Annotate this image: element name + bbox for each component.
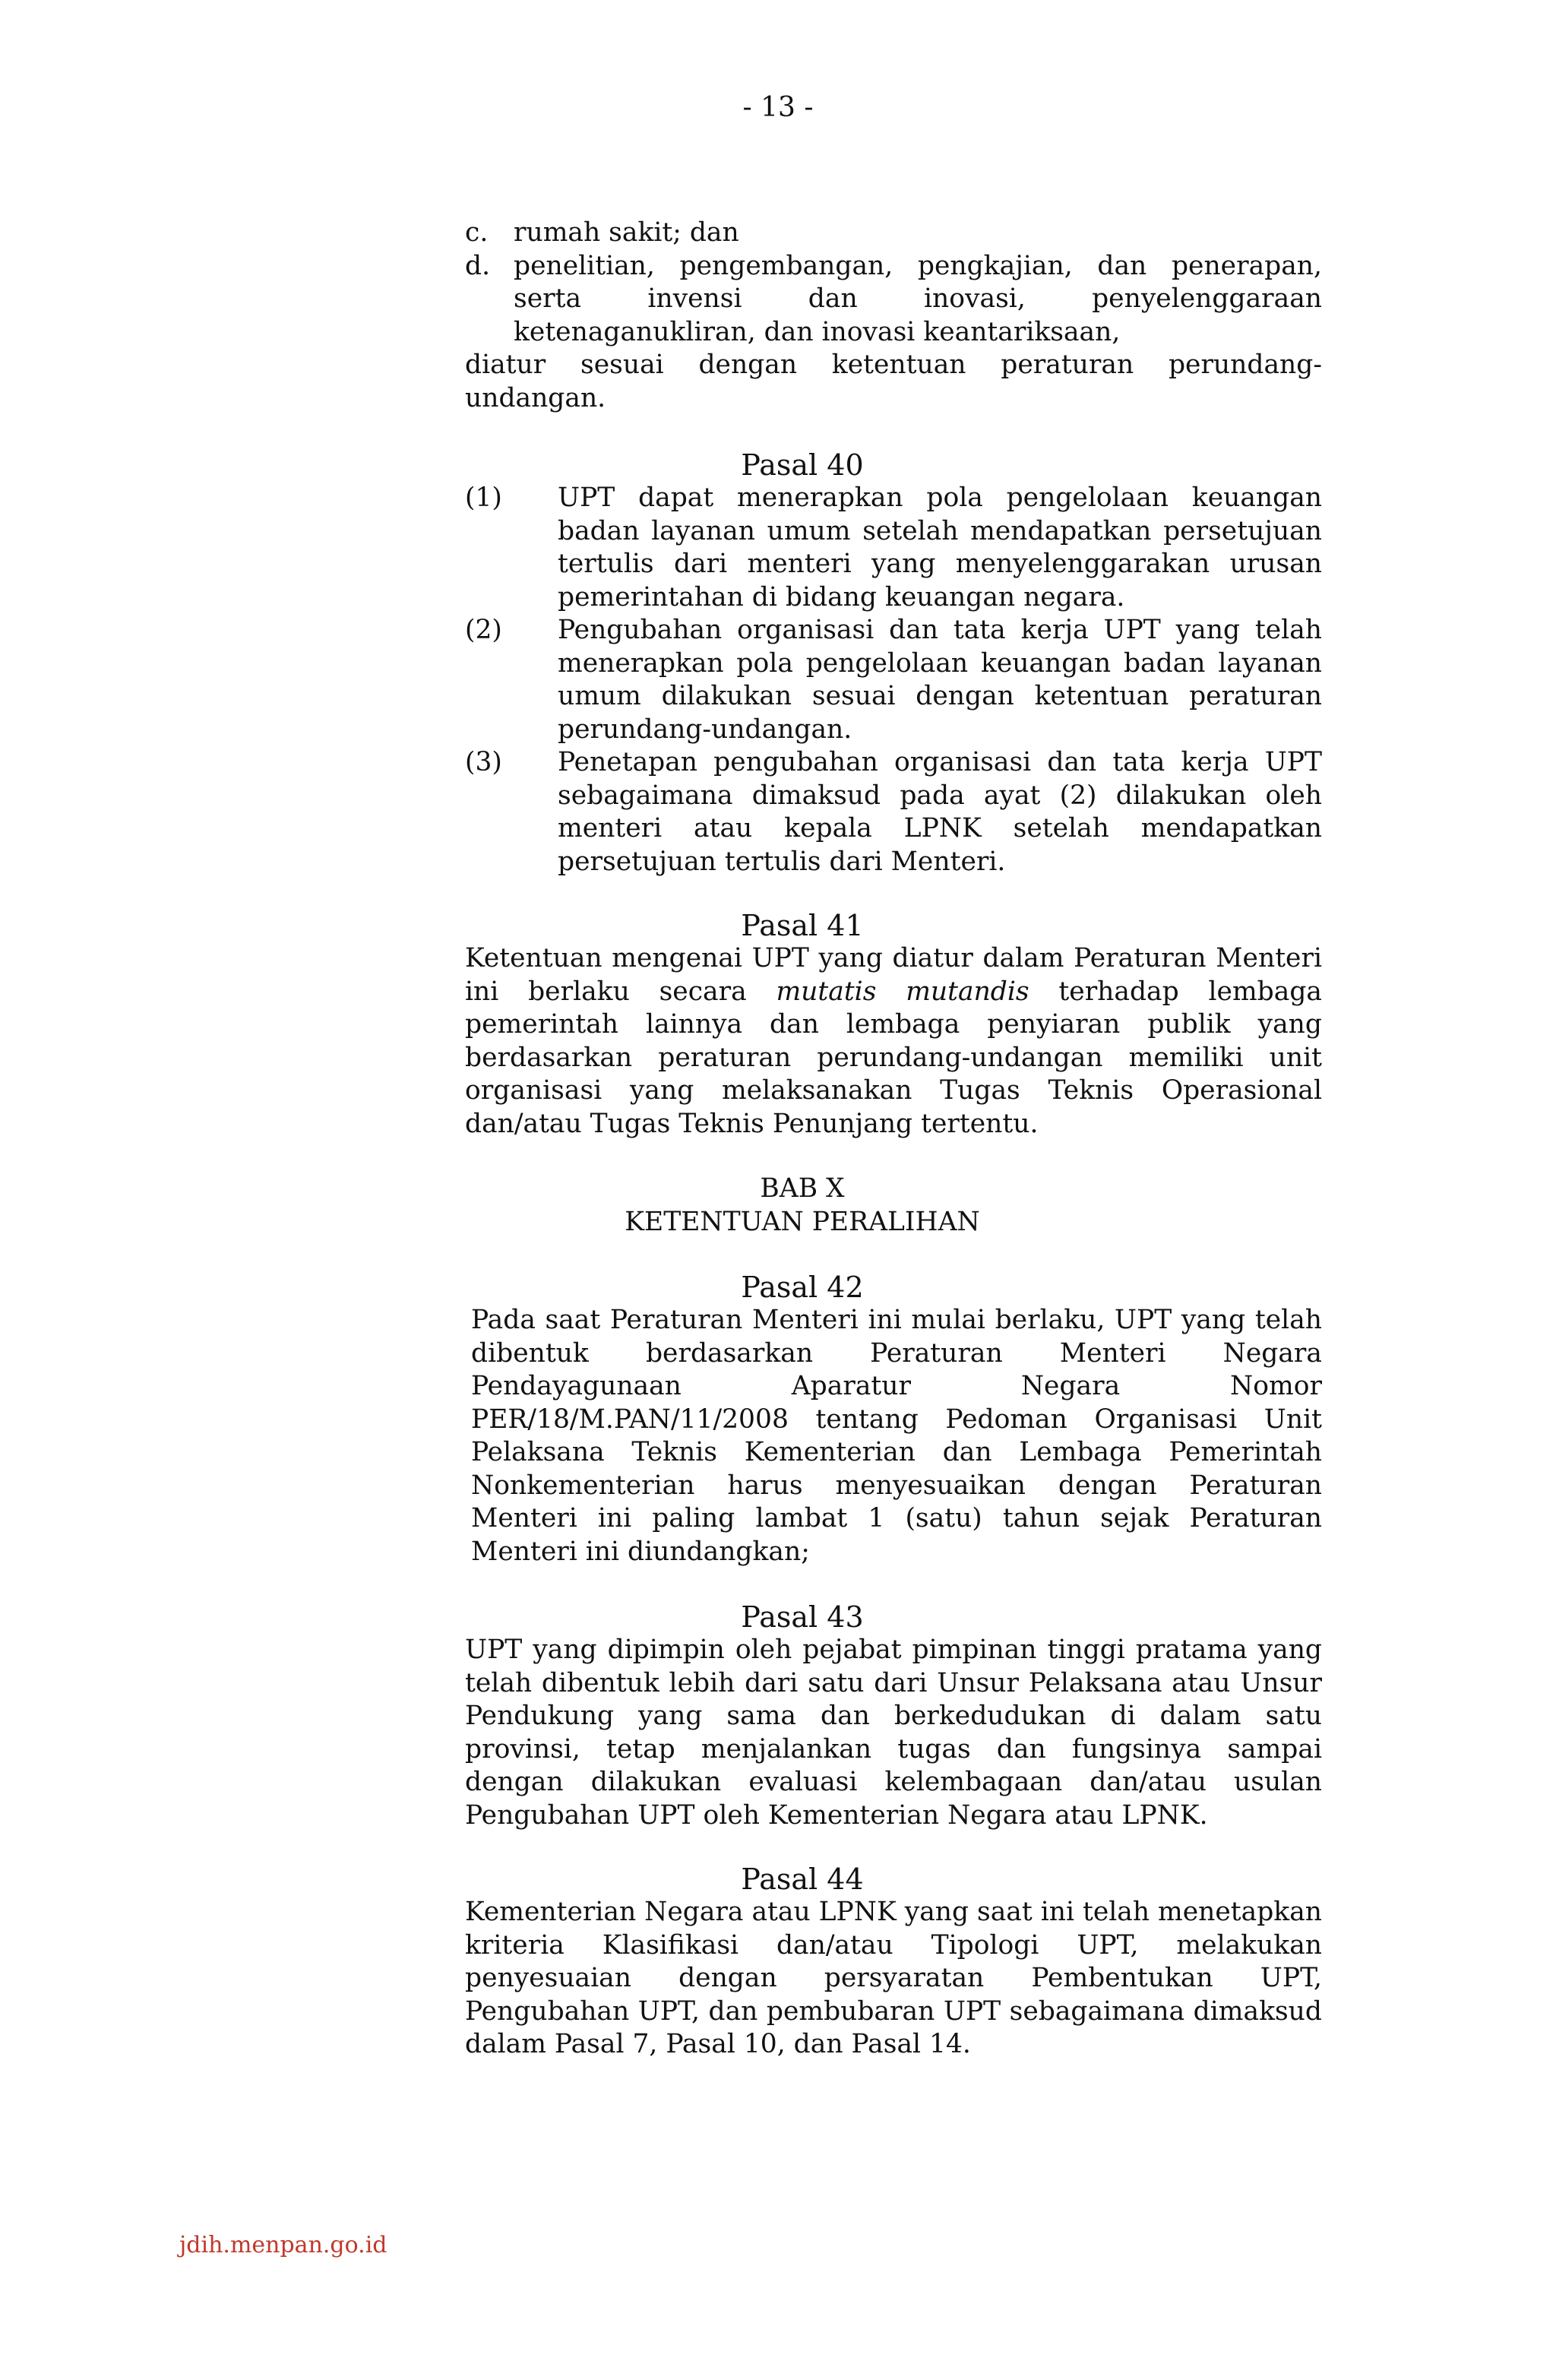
pasal-41-text xyxy=(465,942,1322,1141)
list-text: rumah sakit; dan xyxy=(514,217,739,248)
ayat-label: (3) xyxy=(465,747,502,777)
pasal-44-text: Kementerian Negara atau LPNK yang saat ini telah menetapkan kriteria Klasifikasi dan/atau Tipologi UPT, melakukan penyesuaian dengan persyaratan Pembentukan UPT, Pengubahan UPT, dan pembubaran UPT sebagaimana dimaksud dalam Pasal 7, Pasal 10, dan Pasal 14. xyxy=(465,1897,1323,2059)
list-item-c xyxy=(465,217,1322,250)
bab-number: BAB X xyxy=(760,1173,845,1204)
ayat-text: Penetapan pengubahan organisasi dan tata kerja UPT sebagaimana dimaksud pada ayat (2) dilakukan oleh menteri atau kepala LPNK setelah mendapatkan persetujuan tertulis dari Menteri. xyxy=(558,747,1322,877)
pasal-42-title: Pasal 42 xyxy=(741,1271,864,1304)
list-label: d. xyxy=(465,250,491,281)
pasal-43-text: UPT yang dipimpin oleh pejabat pimpinan tinggi pratama yang telah dibentuk lebih dari satu dari Unsur Pelaksana atau Unsur Pendukung yang sama dan berkedudukan di dalam satu provinsi, tetap menjalankan tugas dan fungsinya sampai dengan dilakukan evaluasi kelembagaan dan/atau usulan Pengubahan UPT oleh Kementerian Negara atau LPNK. xyxy=(465,1635,1322,1831)
pasal-41-title: Pasal 41 xyxy=(741,909,864,942)
ayat-label: (2) xyxy=(465,615,502,645)
pasal-41-italic: mutatis mutandis xyxy=(776,976,1029,1007)
pasal-41-text-after: terhadap lembaga pemerintah lainnya dan lembaga penyiaran publik yang berdasarkan peraturan perundang-undangan memiliki unit organisasi yang melaksanakan Tugas Teknis Operasional dan/atau Tugas Teknis Penunjang tertentu. xyxy=(465,976,1322,1139)
pasal-42-text: Pada saat Peraturan Menteri ini mulai berlaku, UPT yang telah dibentuk berdasarkan Peraturan Menteri Negara Pendayagunaan Aparatur Negara Nomor PER/18/M.PAN/11/2008 tentang Pedoman Organisasi Unit Pelaksana Teknis Kementerian dan Lembaga Pemerintah Nonkementerian harus menyesuaikan dengan Peraturan Menteri ini paling lambat 1 (satu) tahun sejak Peraturan Menteri ini diundangkan; xyxy=(471,1305,1322,1567)
pasal-40-ayat-3 xyxy=(465,746,1322,878)
bab-title: KETENTUAN PERALIHAN xyxy=(625,1206,980,1237)
list-text: penelitian, pengembangan, pengkajian, dan penerapan, serta invensi dan inovasi, penyelenggaraan ketenaganukliran, dan inovasi keantariksaan, xyxy=(514,250,1322,347)
pasal-43-title: Pasal 43 xyxy=(741,1600,864,1634)
document-body xyxy=(465,217,1322,2062)
ayat-label: (1) xyxy=(465,483,502,513)
list-item-d xyxy=(465,250,1322,350)
pasal-41-text-before: Ketentuan mengenai UPT yang diatur dalam Peraturan Menteri ini berlaku secara xyxy=(465,943,1322,1007)
ayat-text: UPT dapat menerapkan pola pengelolaan keuangan badan layanan umum setelah mendapatkan persetujuan tertulis dari menteri yang menyelenggarakan urusan pemerintahan di bidang keuangan negara. xyxy=(558,483,1322,612)
pasal-40-ayat-1 xyxy=(465,482,1322,614)
pasal-44-title: Pasal 44 xyxy=(741,1863,864,1896)
page-number: - 13 - xyxy=(742,92,814,123)
pasal-40-ayat-2 xyxy=(465,614,1322,746)
ayat-text: Pengubahan organisasi dan tata kerja UPT yang telah menerapkan pola pengelolaan keuangan badan layanan umum dilakukan sesuai dengan ketentuan peraturan perundang-undangan. xyxy=(558,615,1322,745)
pasal-40-title: Pasal 40 xyxy=(741,448,864,482)
footer-site-link[interactable]: jdih.menpan.go.id xyxy=(179,2232,387,2258)
list-label: c. xyxy=(465,217,489,248)
list-closing-text: diatur sesuai dengan ketentuan peraturan perundang-undangan. xyxy=(465,350,1322,413)
